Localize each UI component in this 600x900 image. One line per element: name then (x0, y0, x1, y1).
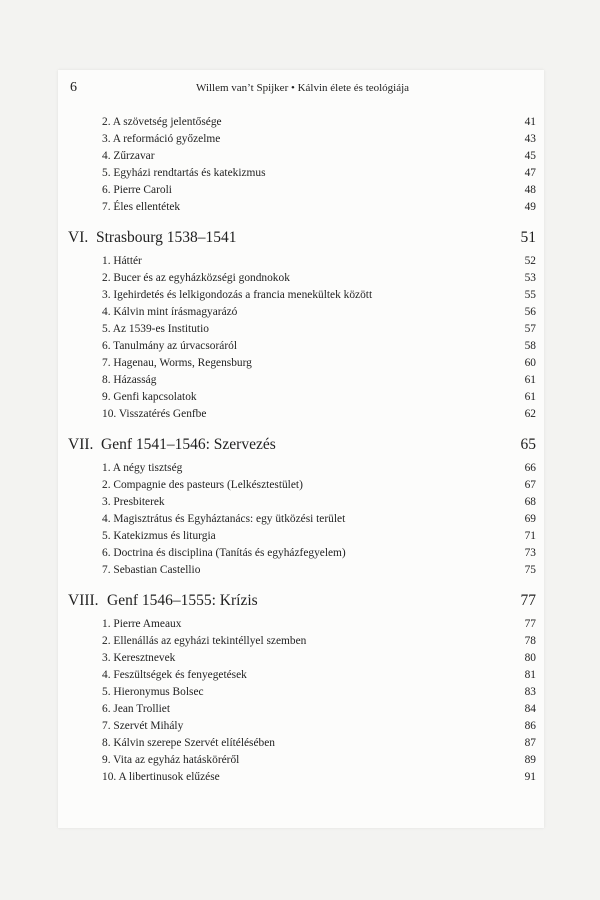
toc-entry-page: 47 (524, 167, 536, 179)
toc-entry-label: 10. Visszatérés Genfbe (102, 408, 207, 420)
toc-entry-label: 3. Igehirdetés és lelkigondozás a francia menekültek között (102, 289, 373, 301)
toc-entry-page: 84 (524, 703, 536, 715)
toc-entry-page: 41 (524, 116, 536, 128)
toc-entry-label: 7. Éles ellentétek (102, 201, 181, 213)
chapter-page: 77 (520, 592, 536, 609)
toc-entry-page: 87 (524, 737, 536, 749)
toc-entry-label: 3. Presbiterek (102, 496, 165, 508)
toc-entry-label: 4. Zűrzavar (102, 150, 155, 162)
toc-entry (58, 131, 544, 148)
toc-entry-page: 48 (524, 184, 536, 196)
toc-entry (58, 494, 544, 511)
toc-entry-label: 5. Az 1539-es Institutio (102, 323, 209, 335)
toc-entry (58, 287, 544, 304)
toc-entry-page: 45 (524, 150, 536, 162)
chapter-heading (58, 590, 544, 612)
toc-entry-label: 6. Pierre Caroli (102, 184, 172, 196)
toc-entry-page: 67 (524, 479, 536, 491)
toc-entry-label: 3. A reformáció győzelme (102, 133, 221, 145)
toc-entry-label: 3. Keresztnevek (102, 652, 176, 664)
toc-entry-label: 5. Hieronymus Bolsec (102, 686, 204, 698)
toc-entry (58, 304, 544, 321)
toc-entry-page: 53 (524, 272, 536, 284)
toc-entry (58, 650, 544, 667)
toc-entry (58, 701, 544, 718)
toc-entry (58, 616, 544, 633)
toc-entry-label: 4. Feszültségek és fenyegetések (102, 669, 247, 681)
toc-entry (58, 562, 544, 579)
toc-entry-page: 81 (524, 669, 536, 681)
toc-entry-page: 89 (524, 754, 536, 766)
toc-entry (58, 199, 544, 216)
chapter-number: VII. (68, 436, 94, 453)
toc-entry (58, 270, 544, 287)
toc-entry (58, 148, 544, 165)
toc-entry (58, 389, 544, 406)
toc-entry (58, 355, 544, 372)
toc-entry-page: 73 (524, 547, 536, 559)
toc-entry-page: 62 (524, 408, 536, 420)
running-title: Willem van’t Spijker • Kálvin élete és teológiája (196, 82, 410, 94)
toc-entry-page: 86 (524, 720, 536, 732)
book-page (58, 70, 544, 828)
toc-entry (58, 406, 544, 423)
toc-entry-page: 58 (524, 340, 536, 352)
toc-entry-page: 78 (524, 635, 536, 647)
toc-entry-page: 83 (524, 686, 536, 698)
toc-entry-label: 7. Sebastian Castellio (102, 564, 201, 576)
toc-entry-page: 71 (524, 530, 536, 542)
chapter-title: Genf 1541–1546: Szervezés (101, 436, 276, 453)
toc-entry-label: 6. Tanulmány az úrvacsoráról (102, 340, 237, 352)
toc-entry (58, 769, 544, 786)
toc-entry-label: 8. Kálvin szerepe Szervét elítélésében (102, 737, 275, 749)
toc-entry-label: 7. Szervét Mihály (102, 720, 184, 732)
toc-entry-page: 55 (524, 289, 536, 301)
toc-entry (58, 338, 544, 355)
toc-entry (58, 114, 544, 131)
toc-entry (58, 182, 544, 199)
toc-entry-label: 9. Vita az egyház hatásköréről (102, 754, 240, 766)
toc-entry (58, 633, 544, 650)
chapter-heading (58, 227, 544, 249)
toc-entry-page: 60 (524, 357, 536, 369)
toc-entry-page: 77 (524, 618, 536, 630)
toc-entry-label: 6. Jean Trolliet (102, 703, 171, 715)
toc-entry-page: 57 (524, 323, 536, 335)
toc-entry-page: 91 (524, 771, 536, 783)
page-number: 6 (70, 80, 77, 95)
toc-entry-label: 2. Bucer és az egyházközségi gondnokok (102, 272, 290, 284)
toc-entry-label: 5. Katekizmus és liturgia (102, 530, 216, 542)
toc-entry-label: 4. Magisztrátus és Egyháztanács: egy ütközési terület (102, 513, 346, 525)
toc-entry (58, 372, 544, 389)
toc-entry-page: 49 (524, 201, 536, 213)
chapter-title: Genf 1546–1555: Krízis (107, 592, 258, 609)
toc-entry-label: 5. Egyházi rendtartás és katekizmus (102, 167, 266, 179)
running-head (70, 80, 544, 98)
toc-entry-page: 43 (524, 133, 536, 145)
table-of-contents (58, 114, 544, 786)
toc-entry-page: 61 (524, 374, 536, 386)
chapter-heading (58, 434, 544, 456)
toc-entry (58, 477, 544, 494)
toc-entry (58, 752, 544, 769)
toc-entry-label: 1. A négy tisztség (102, 462, 183, 474)
toc-entry (58, 165, 544, 182)
toc-entry (58, 253, 544, 270)
chapter-page: 65 (520, 436, 536, 453)
toc-entry (58, 460, 544, 477)
toc-entry-label: 9. Genfi kapcsolatok (102, 391, 197, 403)
chapter-page: 51 (520, 229, 536, 246)
toc-entry-page: 52 (524, 255, 536, 267)
toc-entry-page: 66 (524, 462, 536, 474)
toc-entry-label: 10. A libertinusok elűzése (102, 771, 220, 783)
toc-entry-label: 7. Hagenau, Worms, Regensburg (102, 357, 252, 369)
toc-entry (58, 684, 544, 701)
toc-entry-label: 1. Pierre Ameaux (102, 618, 182, 630)
toc-entry-label: 4. Kálvin mint írásmagyarázó (102, 306, 238, 318)
toc-entry-page: 75 (524, 564, 536, 576)
toc-entry-label: 2. A szövetség jelentősége (102, 116, 222, 128)
toc-entry (58, 545, 544, 562)
toc-entry (58, 528, 544, 545)
toc-entry (58, 511, 544, 528)
toc-entry (58, 735, 544, 752)
toc-entry (58, 667, 544, 684)
toc-entry-page: 68 (524, 496, 536, 508)
chapter-number: VIII. (68, 592, 99, 609)
toc-entry-page: 80 (524, 652, 536, 664)
toc-entry-label: 1. Háttér (102, 255, 142, 267)
toc-entry-page: 61 (524, 391, 536, 403)
toc-entry-page: 69 (524, 513, 536, 525)
toc-entry-label: 6. Doctrina és disciplina (Tanítás és egyházfegyelem) (102, 547, 346, 559)
toc-entry (58, 321, 544, 338)
chapter-number: VI. (68, 229, 89, 246)
toc-entry (58, 718, 544, 735)
toc-entry-label: 2. Compagnie des pasteurs (Lelkésztestület) (102, 479, 303, 491)
toc-entry-label: 8. Házasság (102, 374, 157, 386)
toc-entry-page: 56 (524, 306, 536, 318)
toc-entry-label: 2. Ellenállás az egyházi tekintéllyel szemben (102, 635, 307, 647)
chapter-title: Strasbourg 1538–1541 (96, 229, 237, 246)
